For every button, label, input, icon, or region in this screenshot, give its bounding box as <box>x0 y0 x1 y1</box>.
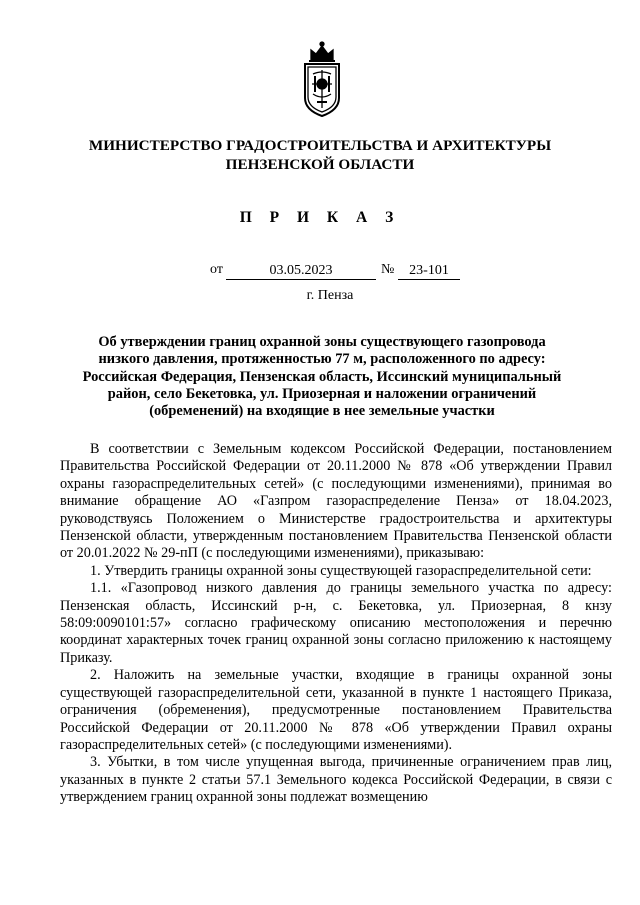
coat-of-arms-icon <box>297 40 347 120</box>
order-body <box>60 441 612 807</box>
document-type: П Р И К А З <box>239 209 401 226</box>
paragraph-preamble: В соответствии с Земельным кодексом Российской Федерации, постановлением Правительства Российской Федерации от 20.11.2000 № 878 «Об утверждении Правил охраны газораспределительных сетей» (с последующими изменениями), принимая во внимание обращение АО «Газпром газораспределение Пенза» от 18.04.2023, руководствуясь Положением о Министерстве градостроительства и архитектуры Пензенской области, утвержденным постановлением Правительства Пензенской области от 20.01.2022 № 29-пП (с последующими изменениями), приказываю: <box>60 441 612 562</box>
ministry-title <box>40 136 600 174</box>
date-prefix: от <box>210 262 223 277</box>
order-subject: Об утверждении границ охранной зоны существующего газопровода низкого давления, протяженностью 77 м, расположенного по адресу: Российская Федерация, Пензенская область, Иссинский муниципальный район, село Бекетовка, ул. Приозерная и наложении ограничений (обременений) на входящие в нее земельные участки <box>82 334 562 420</box>
number-prefix: № <box>381 262 395 277</box>
ministry-line-1: МИНИСТЕРСТВО ГРАДОСТРОИТЕЛЬСТВА И АРХИТЕКТУРЫ <box>88 137 552 154</box>
paragraph-3: 3. Убытки, в том числе упущенная выгода, причиненные ограничением прав лиц, указанных в пункте 2 статьи 57.1 Земельного кодекса Российской Федерации, в связи с утверждением границ охранной зоны подлежат возмещению <box>60 754 612 806</box>
date-number-line <box>0 262 640 282</box>
paragraph-2: 2. Наложить на земельные участки, входящие в границы охранной зоны существующей газораспределительной сети, указанной в пункте 1 настоящего Приказа, ограничения (обременения), предусмотренные постановлением Правительства Российской Федерации от 20.11.2000 № 878 «Об утверждении Правил охраны газораспределительных сетей» (с последующими изменениями). <box>60 667 612 753</box>
order-date: 03.05.2023 <box>226 262 376 280</box>
city: г. Пенза <box>306 288 354 303</box>
ministry-line-2: ПЕНЗЕНСКОЙ ОБЛАСТИ <box>225 156 415 173</box>
paragraph-1: 1. Утвердить границы охранной зоны существующей газораспределительной сети: <box>90 562 592 579</box>
order-number: 23-101 <box>398 262 460 280</box>
paragraph-1-1: 1.1. «Газопровод низкого давления до границы земельного участка по адресу: Пензенская область, Иссинский р-н, с. Бекетовка, ул. Приозерная, 8 кнзу 58:09:0090101:57» согласно графическому описанию местоположения и перечню координат характерных точек границ охранной зоны согласно приложению к настоящему Приказу. <box>60 580 612 666</box>
